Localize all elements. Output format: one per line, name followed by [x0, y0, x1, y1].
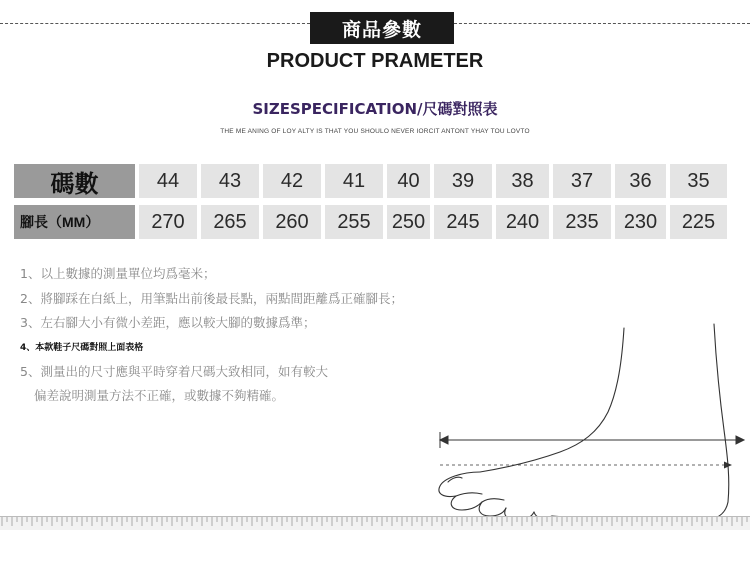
size-cell: 42 [263, 164, 321, 198]
length-cell: 255 [325, 205, 383, 239]
size-cell: 43 [201, 164, 259, 198]
size-spec-title: SIZESPECIFICATION/尺碼對照表 [252, 100, 498, 118]
size-spec-note: THE ME ANING OF LOY ALTY IS THAT YOU SHOULO NEVER IORCIT ANTONT YHAY TOU LOVTO [220, 128, 530, 135]
page-title: 商品參數 [310, 12, 454, 44]
length-cell: 230 [615, 205, 666, 239]
size-cell: 36 [615, 164, 666, 198]
foot-illustration [432, 320, 750, 530]
size-cell: 38 [496, 164, 549, 198]
note-item: 3、左右腳大小有微小差距，應以較大腳的數據爲準； [20, 315, 316, 330]
note-item: 2、將腳踩在白紙上，用筆點出前後最長點，兩點間距離爲正確腳長； [20, 290, 403, 306]
note-item: 1、以上數據的測量單位均爲毫米； [20, 266, 216, 281]
size-cell: 41 [325, 164, 383, 198]
page-subtitle: PRODUCT PRAMETER [266, 50, 484, 72]
length-cell: 265 [201, 205, 259, 239]
length-cell: 260 [263, 205, 321, 239]
size-cell: 44 [139, 164, 197, 198]
header-divider-right [454, 23, 750, 24]
length-cell: 270 [139, 205, 197, 239]
length-cell: 235 [553, 205, 611, 239]
size-cell: 40 [387, 164, 430, 198]
note-item: 偏差說明測量方法不正確，或數據不夠精確。 [34, 388, 285, 403]
ruler-strip [0, 516, 750, 530]
length-cell: 250 [387, 205, 430, 239]
note-item: 5、測量出的尺寸應與平時穿着尺碼大致相同，如有較大 [20, 363, 328, 379]
size-label: 碼數 [14, 164, 135, 198]
size-cell: 35 [670, 164, 727, 198]
length-cell: 245 [434, 205, 492, 239]
length-cell: 240 [496, 205, 549, 239]
size-cell: 37 [553, 164, 611, 198]
length-label: 腳長（MM） [14, 205, 135, 239]
length-cell: 225 [670, 205, 727, 239]
size-cell: 39 [434, 164, 492, 198]
measurement-notes [20, 262, 403, 409]
note-item: 4、本款鞋子尺碼對照上面表格 [20, 342, 144, 353]
header-divider-left [0, 23, 310, 24]
